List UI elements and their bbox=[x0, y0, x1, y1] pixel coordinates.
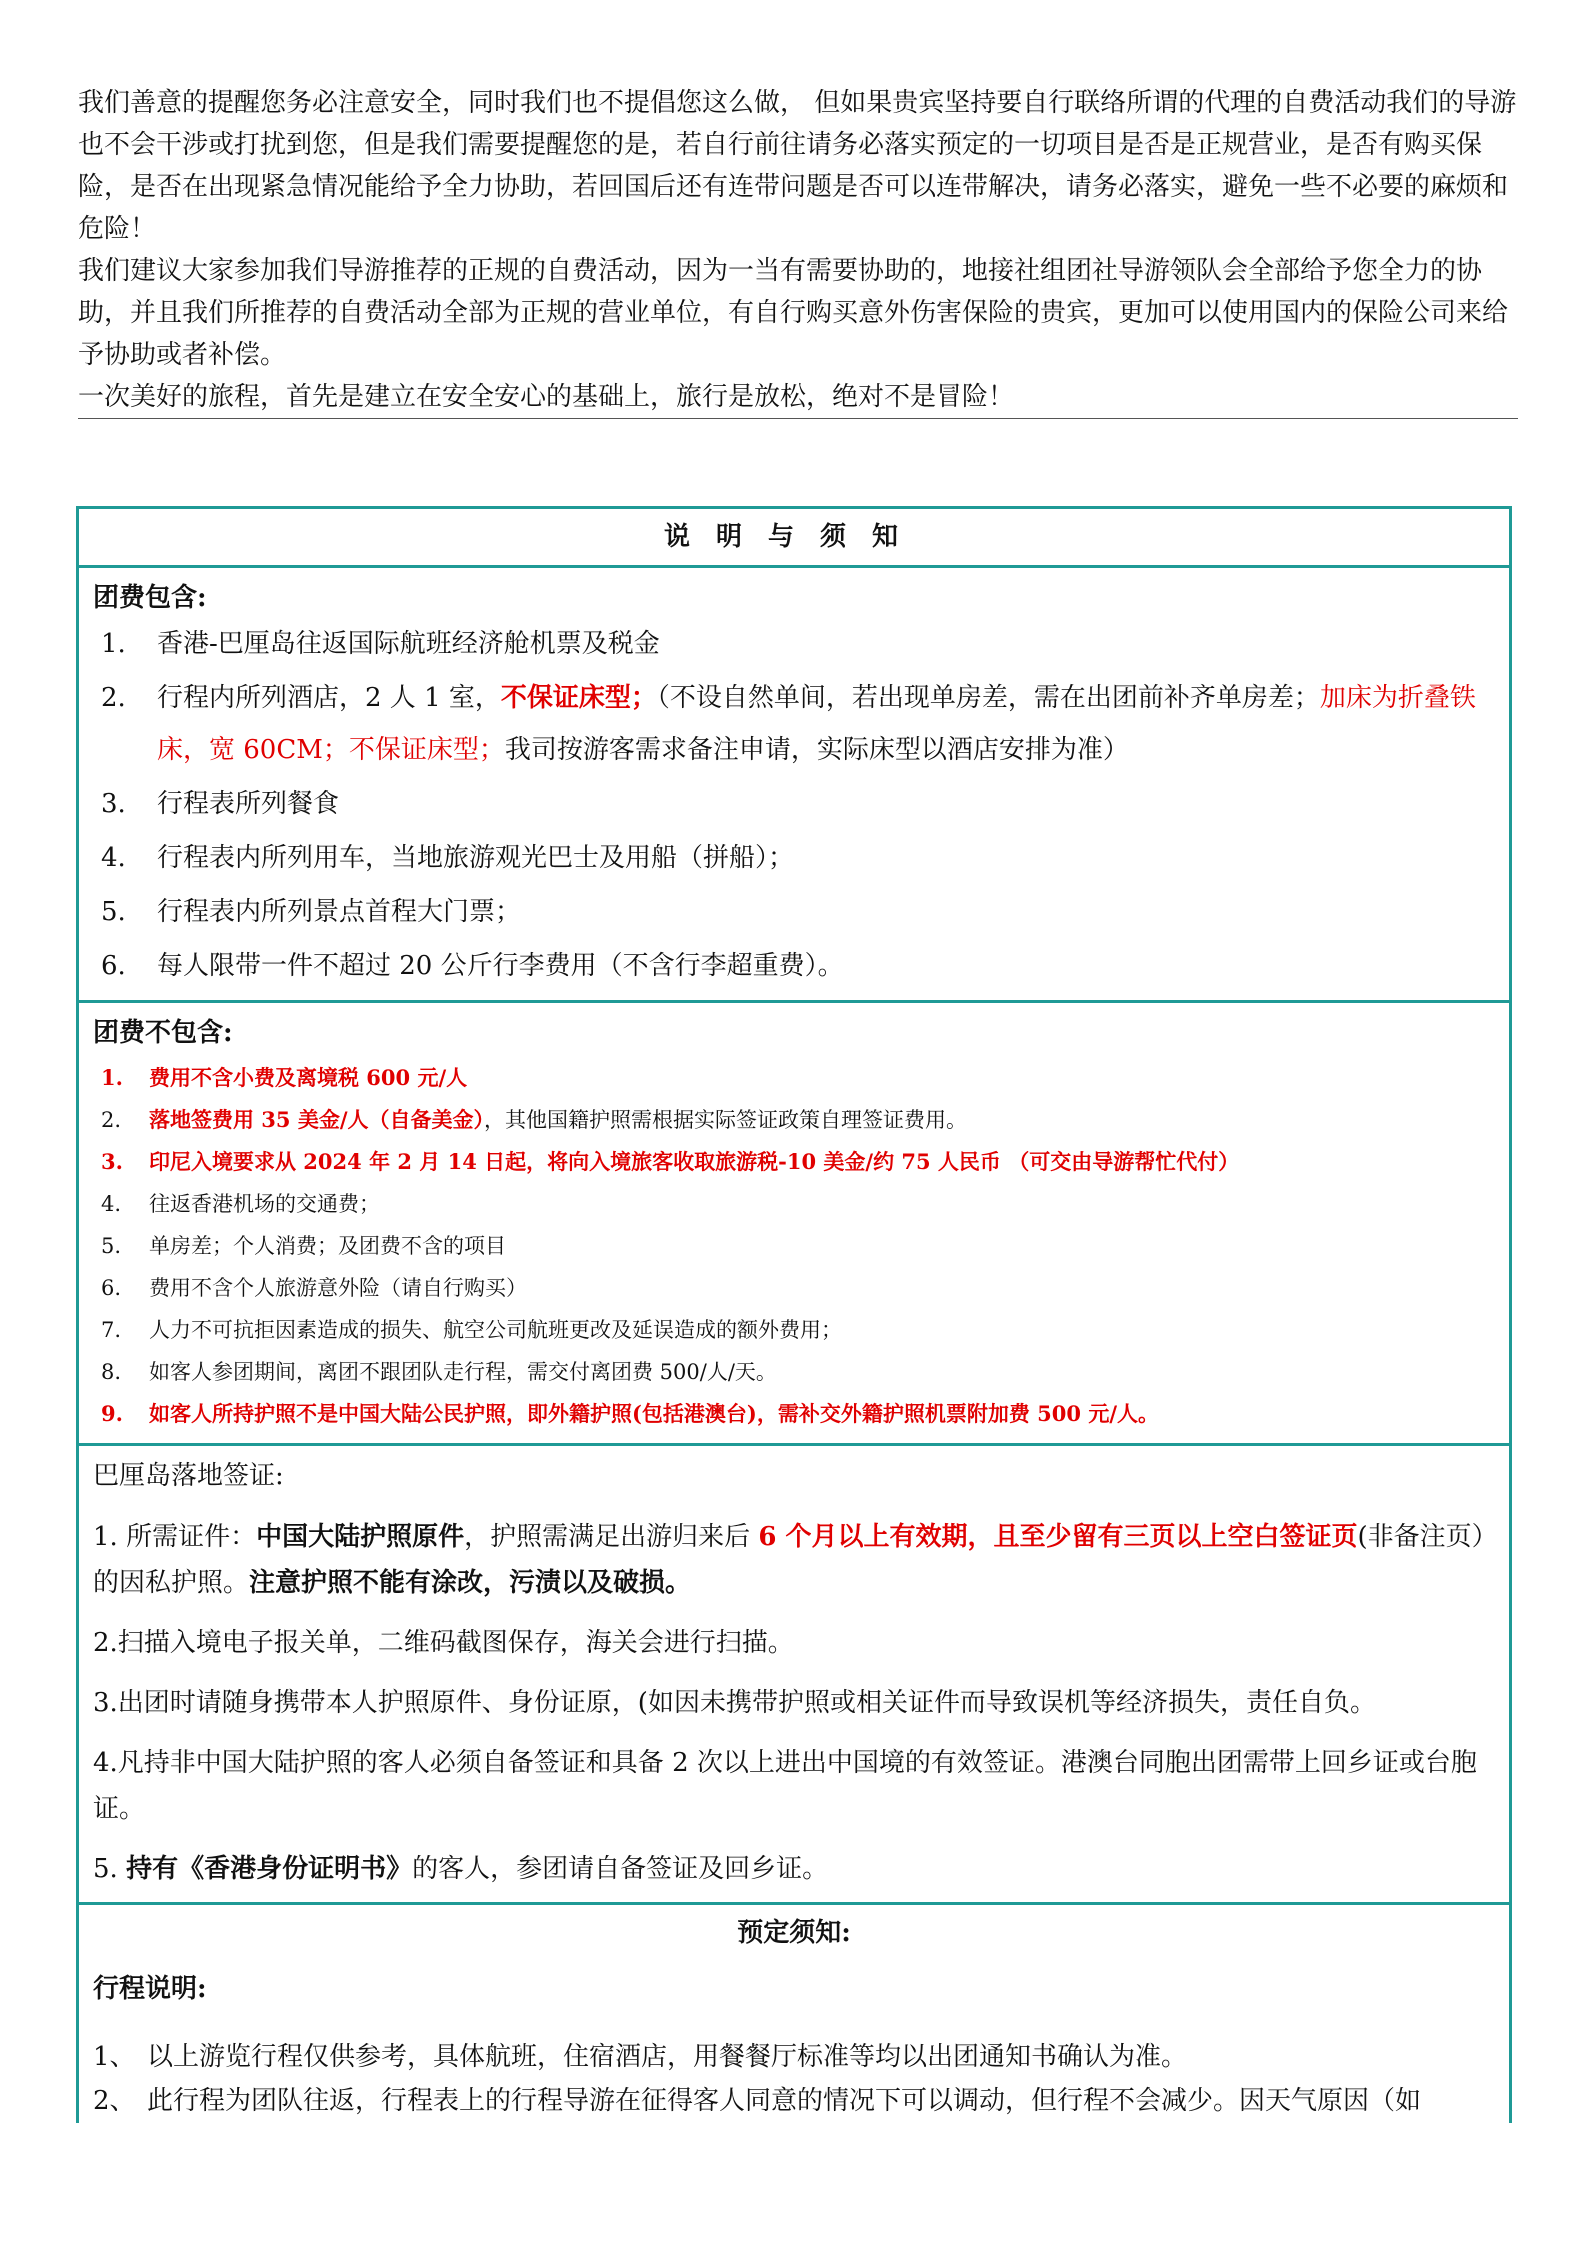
table-title: 说明与须知 bbox=[79, 509, 1509, 568]
text-run: 我司按游客需求备注申请，实际床型以酒店安排为准） bbox=[504, 735, 1129, 765]
item-number: 9. bbox=[101, 1401, 123, 1426]
list-item bbox=[93, 1309, 1495, 1351]
text-run: ，其他国籍护照需根据实际签证政策自理签证费用。 bbox=[484, 1108, 968, 1132]
item-number: 2. bbox=[101, 1108, 122, 1132]
red-run: 加床为折叠铁床，宽 60CM；不保证床型； bbox=[157, 683, 1476, 765]
excluded-section bbox=[79, 1003, 1509, 1446]
intro-paragraph-2: 我们建议大家参加我们导游推荐的正规的自费活动，因为一当有需要协助的，地接社组团社导游领队会全部给予您全力的协助，并且我们所推荐的自费活动全部为正规的营业单位，有自行购买意外伤害保险的贵宾，更加可以使用国内的保险公司来给予协助或者补偿。 bbox=[78, 256, 1509, 370]
item-number: 1. bbox=[101, 1065, 123, 1090]
item-text: 印尼入境要求从 2024 年 2 月 14 日起，将向入境旅客收取旅游税-10 美金/约 75 人民币 （可交由导游帮忙代付） bbox=[149, 1149, 1240, 1174]
item-text: 行程表所列餐食 bbox=[157, 789, 340, 819]
itinerary-subheading: 行程说明: bbox=[93, 1974, 207, 2004]
item-number: 5. bbox=[101, 1234, 122, 1258]
item-text: 如客人参团期间，离团不跟团队走行程，需交付离团费 500/人/天。 bbox=[149, 1360, 777, 1384]
bold-run: 持有《香港身份证明书》 bbox=[126, 1854, 413, 1884]
item-text: 费用不含小费及离境税 600 元/人 bbox=[149, 1065, 468, 1090]
item-number: 6. bbox=[101, 1276, 122, 1300]
item-number: 7. bbox=[101, 1318, 122, 1342]
list-item bbox=[93, 1057, 1495, 1099]
item-text: 往返香港机场的交通费； bbox=[149, 1192, 380, 1216]
list-item bbox=[93, 1393, 1495, 1435]
list-item bbox=[93, 832, 1495, 884]
item-text: 单房差；个人消费；及团费不含的项目 bbox=[149, 1234, 506, 1258]
item-number: 6. bbox=[101, 951, 126, 981]
visa-heading: 巴厘岛落地签证: bbox=[93, 1461, 284, 1491]
divider bbox=[78, 418, 1518, 419]
item-text: 行程表内所列用车，当地旅游观光巴士及用船（拼船）； bbox=[157, 843, 795, 873]
list-item bbox=[93, 1141, 1495, 1183]
booking-section bbox=[79, 1905, 1509, 2123]
list-item bbox=[93, 2079, 1495, 2123]
item-number: 4. bbox=[101, 1192, 122, 1216]
item-number: 4. bbox=[101, 843, 126, 873]
item-text: 人力不可抗拒因素造成的损失、航空公司航班更改及延误造成的额外费用； bbox=[149, 1318, 842, 1342]
intro-paragraph-3: 一次美好的旅程，首先是建立在安全安心的基础上，旅行是放松，绝对不是冒险！ bbox=[78, 382, 1015, 412]
list-item bbox=[93, 618, 1495, 670]
item-number: 1、 bbox=[93, 2042, 136, 2072]
booking-heading: 预定须知: bbox=[737, 1918, 851, 1948]
text-run: ，护照需满足出游归来后 bbox=[464, 1522, 759, 1552]
item-text: 行程表内所列景点首程大门票； bbox=[157, 897, 522, 927]
bold-run: 注意护照不能有涂改，污渍以及破损。 bbox=[249, 1568, 692, 1598]
item-number: 5. bbox=[101, 897, 126, 927]
text-run: （不设自然单间，若出现单房差，需在出团前补齐单房差； bbox=[656, 683, 1320, 713]
text-run: 5. bbox=[93, 1854, 127, 1884]
list-item bbox=[93, 1267, 1495, 1309]
included-section bbox=[79, 568, 1509, 1003]
text-run: (非备注页）的因私护照。 bbox=[93, 1522, 1485, 1598]
list-item bbox=[93, 2035, 1495, 2079]
item-text: 此行程为团队往返，行程表上的行程导游在征得客人同意的情况下可以调动，但行程不会减少。因天气原因（如 bbox=[147, 2086, 1422, 2116]
red-bold-run: 6 个月以上有效期，且至少留有三页以上空白签证页 bbox=[758, 1522, 1358, 1552]
visa-paragraph-2: 2.扫描入境电子报关单，二维码截图保存，海关会进行扫描。 bbox=[93, 1628, 794, 1658]
list-item bbox=[93, 886, 1495, 938]
text-run: 行程内所列酒店，2 人 1 室， bbox=[157, 683, 501, 713]
item-text bbox=[157, 672, 1495, 776]
item-text: 如客人所持护照不是中国大陆公民护照，即外籍护照(包括港澳台)，需补交外籍护照机票附加费 500 元/人。 bbox=[149, 1401, 1159, 1426]
item-number: 3. bbox=[101, 1149, 123, 1174]
visa-paragraph-5 bbox=[93, 1846, 1495, 1892]
item-text: 香港-巴厘岛往返国际航班经济舱机票及税金 bbox=[157, 629, 660, 659]
item-text bbox=[149, 1099, 1495, 1141]
red-bold-run: 落地签费用 35 美金/人（自备美金） bbox=[149, 1107, 485, 1132]
item-text: 费用不含个人旅游意外险（请自行购买） bbox=[149, 1276, 527, 1300]
visa-section bbox=[79, 1446, 1509, 1905]
item-number: 3. bbox=[101, 789, 126, 819]
list-item bbox=[93, 1099, 1495, 1141]
item-text: 每人限带一件不超过 20 公斤行李费用（不含行李超重费）。 bbox=[157, 951, 844, 981]
text-run: 的客人，参团请自备签证及回乡证。 bbox=[412, 1854, 829, 1884]
bold-run: 中国大陆护照原件 bbox=[256, 1522, 465, 1552]
red-bold-run: 不保证床型； bbox=[500, 683, 657, 713]
visa-paragraph-3: 3.出团时请随身携带本人护照原件、身份证原，(如因未携带护照或相关证件而导致误机等经济损失，责任自负。 bbox=[93, 1688, 1376, 1718]
item-number: 1. bbox=[101, 629, 126, 659]
list-item bbox=[93, 1183, 1495, 1225]
item-number: 2. bbox=[101, 683, 126, 713]
intro-paragraph-1: 我们善意的提醒您务必注意安全，同时我们也不提倡您这么做， 但如果贵宾坚持要自行联络所谓的代理的自费活动我们的导游也不会干涉或打扰到您，但是我们需要提醒您的是，若自行前往请务必落实预定的一切项目是否是正规营业，是否有购买保险，是否在出现紧急情况能给予全力协助，若回国后还有连带问题是否可以连带解决，请务必落实，避免一些不必要的麻烦和危险！ bbox=[78, 88, 1517, 244]
text-run: 1. 所需证件： bbox=[93, 1522, 257, 1552]
notes-table bbox=[76, 506, 1512, 2123]
item-number: 8. bbox=[101, 1360, 122, 1384]
excluded-heading: 团费不包含: bbox=[93, 1018, 233, 1048]
list-item bbox=[93, 672, 1495, 776]
list-item bbox=[93, 940, 1495, 992]
list-item bbox=[93, 1351, 1495, 1393]
visa-paragraph-1 bbox=[93, 1514, 1495, 1606]
list-item bbox=[93, 778, 1495, 830]
included-heading: 团费包含: bbox=[93, 583, 207, 613]
item-text: 以上游览行程仅供参考，具体航班，住宿酒店，用餐餐厅标准等均以出团通知书确认为准。 bbox=[147, 2042, 1188, 2072]
intro-notice bbox=[78, 82, 1518, 418]
visa-paragraph-4: 4.凡持非中国大陆护照的客人必须自备签证和具备 2 次以上进出中国境的有效签证。港澳台同胞出团需带上回乡证或台胞证。 bbox=[93, 1748, 1477, 1824]
item-number: 2、 bbox=[93, 2086, 136, 2116]
list-item bbox=[93, 1225, 1495, 1267]
